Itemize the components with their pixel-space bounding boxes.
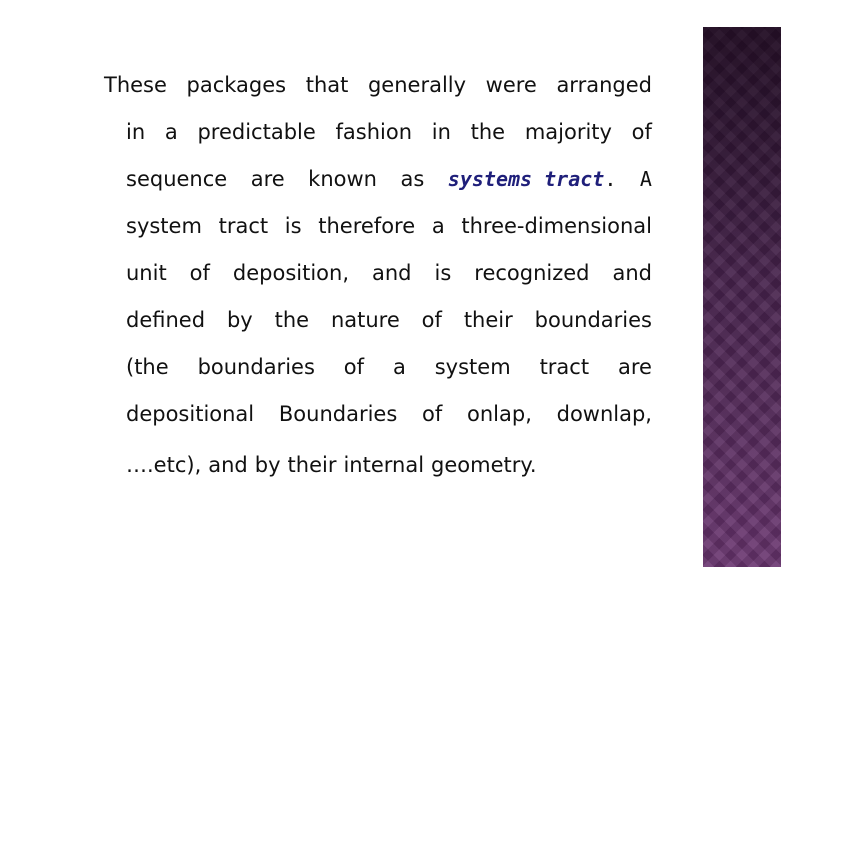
word: the (274, 308, 310, 332)
word: are (250, 167, 285, 191)
word: defined (126, 308, 206, 332)
key-term-group (448, 156, 617, 203)
text-line (104, 391, 652, 438)
paragraph (104, 62, 652, 489)
word: by (254, 453, 281, 477)
text-line (104, 297, 652, 344)
key-term: systems tract (447, 167, 605, 191)
word: of (422, 402, 443, 426)
word: known (308, 167, 377, 191)
word: (the (126, 355, 169, 379)
word: is (284, 214, 302, 238)
word: a (431, 214, 445, 238)
word: are (618, 355, 652, 379)
word: three-dimensional (461, 214, 652, 238)
word: of (631, 120, 652, 144)
word: Boundaries (278, 402, 398, 426)
word: and (612, 261, 652, 285)
word: therefore (318, 214, 416, 238)
word: of (189, 261, 210, 285)
word: sequence (126, 167, 228, 191)
word: system (434, 355, 511, 379)
word: their (287, 453, 337, 477)
word: that (305, 73, 349, 97)
text-line (104, 156, 652, 203)
word: were (485, 73, 537, 97)
word: ….etc), (126, 453, 202, 477)
word: is (434, 261, 452, 285)
word: geometry. (431, 453, 537, 477)
word: and (372, 261, 412, 285)
word: These (104, 73, 167, 97)
word: A (639, 167, 652, 191)
word: tract (218, 214, 269, 238)
word: of (343, 355, 365, 379)
text-line (104, 62, 652, 109)
word: arranged (556, 73, 652, 97)
word: boundaries (534, 308, 652, 332)
text-line (104, 203, 652, 250)
text-line (104, 109, 652, 156)
word: boundaries (197, 355, 315, 379)
text-line (104, 250, 652, 297)
word: by (226, 308, 253, 332)
word: a (392, 355, 406, 379)
word: a (164, 120, 178, 144)
word: majority (524, 120, 612, 144)
word: and (208, 453, 248, 477)
word: as (400, 167, 425, 191)
text-line (104, 442, 652, 489)
word: in (431, 120, 451, 144)
word: nature (330, 308, 400, 332)
word: fashion (335, 120, 413, 144)
word: deposition, (232, 261, 350, 285)
word: of (421, 308, 442, 332)
term-period: . (604, 167, 617, 191)
word: packages (186, 73, 287, 97)
word: predictable (197, 120, 316, 144)
word: tract (539, 355, 590, 379)
word: downlap, (556, 402, 652, 426)
word: depositional (126, 402, 255, 426)
word: onlap, (467, 402, 532, 426)
word: the (470, 120, 506, 144)
text-line (104, 344, 652, 391)
decorative-side-bar (703, 27, 781, 567)
word: system (126, 214, 202, 238)
word: unit (126, 261, 167, 285)
word: in (126, 120, 146, 144)
word: their (463, 308, 513, 332)
word: recognized (474, 261, 590, 285)
word: generally (367, 73, 467, 97)
word: internal (343, 453, 425, 477)
